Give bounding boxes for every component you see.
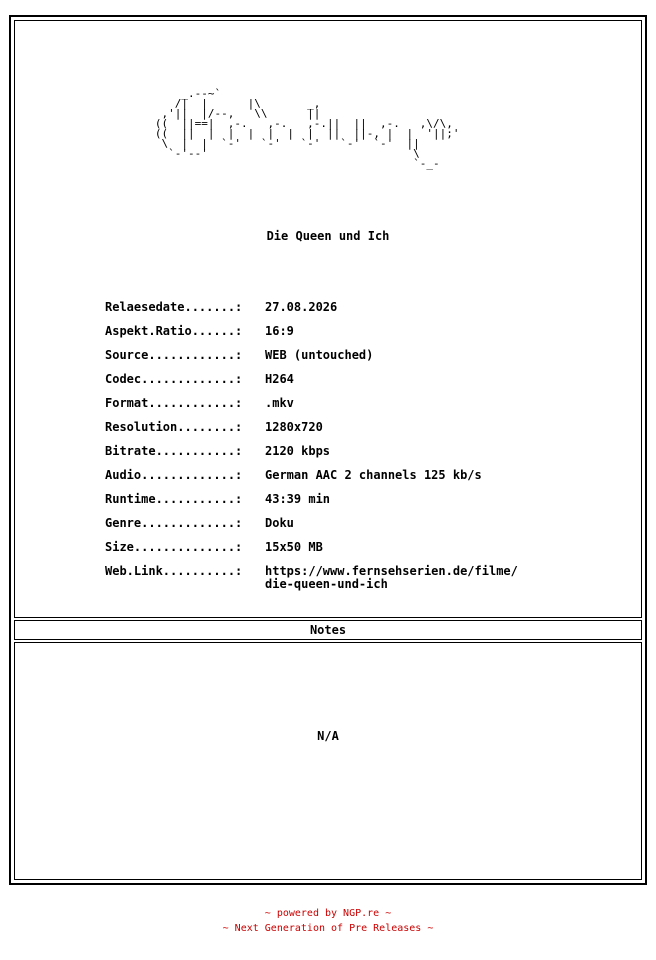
nfo-frame [9, 15, 647, 885]
info-value: 1280x720 [265, 420, 323, 434]
info-row-releasedate [105, 301, 565, 325]
info-row-runtime [105, 493, 565, 517]
info-key: Aspekt.Ratio......: [105, 324, 243, 338]
info-key: Resolution........: [105, 420, 243, 434]
info-row-size [105, 541, 565, 565]
info-key: Codec.............: [105, 372, 243, 386]
info-value: .mkv [265, 396, 294, 410]
info-value: H264 [265, 372, 294, 386]
info-row-audio [105, 469, 565, 493]
info-key: Bitrate...........: [105, 444, 243, 458]
info-row-aspect-ratio [105, 325, 565, 349]
info-row-bitrate [105, 445, 565, 469]
info-value: 15x50 MB [265, 540, 323, 554]
release-info-panel [14, 20, 642, 618]
info-key: Format............: [105, 396, 243, 410]
notes-panel [14, 642, 642, 880]
info-key: Relaesedate.......: [105, 300, 243, 314]
info-list [105, 301, 565, 589]
info-key: Genre.............: [105, 516, 243, 530]
info-value: 16:9 [265, 324, 294, 338]
info-key: Runtime...........: [105, 492, 243, 506]
info-key: Audio.............: [105, 468, 243, 482]
info-key: Source............: [105, 348, 243, 362]
release-title: Die Queen und Ich [266, 229, 390, 243]
info-value: WEB (untouched) [265, 348, 374, 362]
info-value: 2120 kbps [265, 444, 331, 458]
info-value: Doku [265, 516, 294, 530]
info-value: German AAC 2 channels 125 kb/s [265, 468, 482, 482]
footer-powered-by: ~ powered by NGP.re ~ [264, 908, 392, 919]
notes-text: N/A [317, 729, 339, 743]
ascii-logo: _.--~` /| | |\ _, ,'|| |/--, \\ || (( ||==| ,-. ,-. ,-.|| || ,-. ,\/\, (( || | | | | | | || ||-, | | '||;' \ | | `-' `-' `-' `-' `-' || `-'--' \ `-_- [154, 87, 460, 170]
footer-tagline: ~ Next Generation of Pre Releases ~ [222, 923, 434, 934]
info-row-format [105, 397, 565, 421]
info-value: 43:39 min [265, 492, 331, 506]
info-key: Size..............: [105, 540, 243, 554]
info-row-source [105, 349, 565, 373]
info-row-codec [105, 373, 565, 397]
info-value: 27.08.2026 [265, 300, 338, 314]
web-link[interactable]: https://www.fernsehserien.de/filme/ die-queen-und-ich [265, 564, 518, 591]
info-row-resolution [105, 421, 565, 445]
info-row-web-link [105, 565, 565, 589]
info-key: Web.Link..........: [105, 564, 243, 578]
info-row-genre [105, 517, 565, 541]
notes-heading: Notes [14, 620, 642, 640]
